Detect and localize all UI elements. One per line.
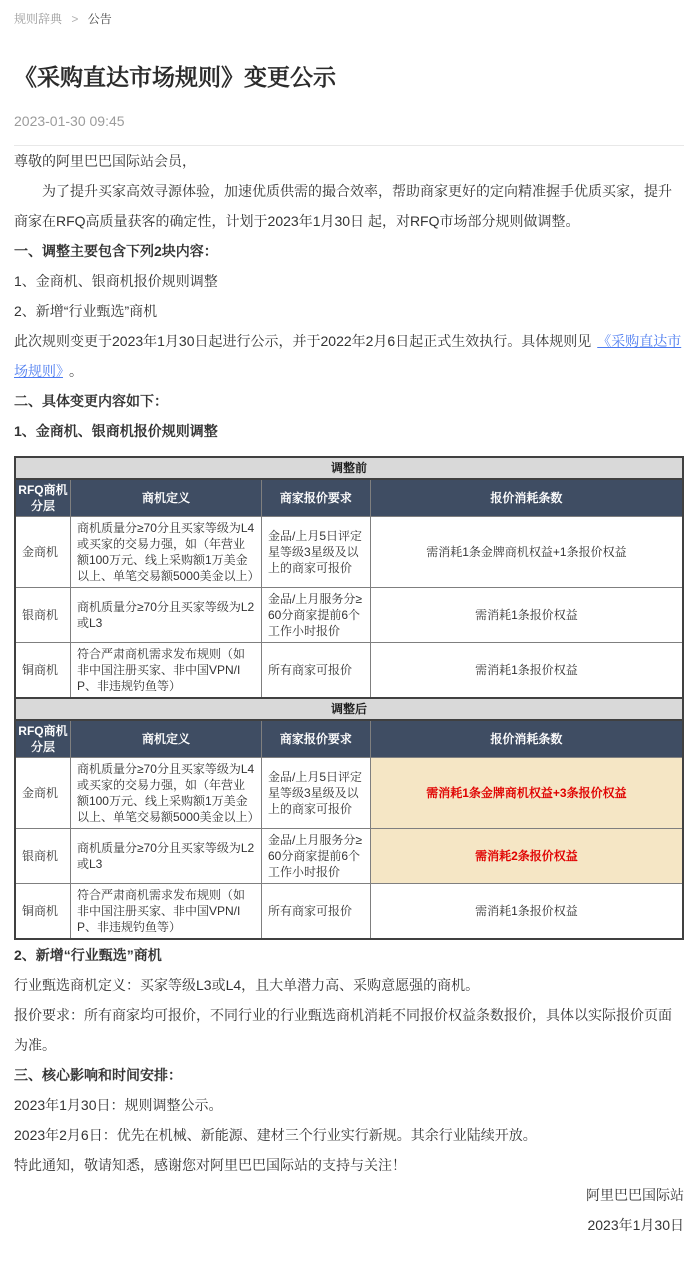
requirement-cell: 所有商家可报价 — [261, 643, 370, 699]
cost-cell: 需消耗1条报价权益 — [370, 884, 683, 940]
sub2-heading: 2、新增“行业甄选”商机 — [14, 947, 162, 963]
signature-date: 2023年1月30日 — [587, 1217, 684, 1233]
section-after-label: 调整后 — [15, 698, 683, 720]
greeting-paragraph: 尊敬的阿里巴巴国际站会员， — [14, 153, 196, 169]
table-row — [15, 829, 683, 884]
requirement-cell: 金品/上月服务分≥60分商家提前6个工作小时报价 — [261, 588, 370, 643]
col-header-cost: 报价消耗条数 — [370, 479, 683, 517]
section1-heading: 一、调整主要包含下列2块内容： — [14, 243, 218, 259]
col-header-tier: RFQ商机分层 — [15, 720, 70, 758]
notice-text-after: 。 — [69, 363, 83, 379]
col-header-definition: 商机定义 — [70, 720, 261, 758]
breadcrumb-announcement: 公告 — [87, 12, 112, 26]
table-row — [15, 884, 683, 940]
tier-cell: 银商机 — [15, 588, 70, 643]
breadcrumb-rules-dictionary[interactable]: 规则辞典 — [14, 12, 63, 26]
definition-cell: 符合严肃商机需求发布规则（如非中国注册买家、非中国VPN/IP、非违规钓鱼等） — [70, 884, 261, 940]
table-section-after — [15, 698, 683, 720]
table-row — [15, 643, 683, 699]
cost-cell: 需消耗1条金牌商机权益+1条报价权益 — [370, 517, 683, 588]
section1-item2: 2、新增“行业甄选”商机 — [14, 303, 158, 319]
col-header-cost: 报价消耗条数 — [370, 720, 683, 758]
market-rules-link[interactable]: 《采购直达市场规则》 — [14, 333, 682, 379]
page-title: 《采购直达市场规则》变更公示 — [14, 64, 336, 90]
definition-cell: 商机质量分≥70分且买家等级为L2或L3 — [70, 588, 261, 643]
timeline-item-2: 2023年2月6日：优先在机械、新能源、建材三个行业实行新规。其余行业陆续开放。 — [14, 1127, 537, 1143]
section-before-label: 调整前 — [15, 457, 683, 479]
section3-heading: 三、核心影响和时间安排： — [14, 1067, 182, 1083]
col-header-definition: 商机定义 — [70, 479, 261, 517]
timeline-item-1: 2023年1月30日：规则调整公示。 — [14, 1097, 223, 1113]
breadcrumb-separator: > — [71, 12, 79, 26]
table-section-before — [15, 457, 683, 479]
cost-cell-highlighted: 需消耗2条报价权益 — [370, 829, 683, 884]
intro-paragraph: 为了提升买家高效寻源体验，加速优质供需的撮合效率，帮助商家更好的定向精准握手优质买家，提升商家在RFQ高质量获客的确定性，计划于2023年1月30日 起，对RFQ市场部分规则做调整。 — [14, 183, 672, 229]
table-row — [15, 588, 683, 643]
closing-paragraph: 特此通知，敬请知悉，感谢您对阿里巴巴国际站的支持与关注！ — [14, 1157, 406, 1173]
tier-cell: 铜商机 — [15, 884, 70, 940]
section1-notice — [14, 326, 684, 386]
definition-cell: 商机质量分≥70分且买家等级为L4或买家的交易力强，如（年营业额100万元、线上采购额1万美金以上、单笔交易额5000美金以上） — [70, 517, 261, 588]
sub2-definition: 行业甄选商机定义：买家等级L3或L4，且大单潜力高、采购意愿强的商机。 — [14, 977, 480, 993]
sub2-requirement: 报价要求：所有商家均可报价，不同行业的行业甄选商机消耗不同报价权益条数报价，具体以实际报价页面为准。 — [14, 1007, 672, 1053]
col-header-requirement: 商家报价要求 — [261, 479, 370, 517]
notice-text-before: 此次规则变更于2023年1月30日起进行公示，并于2022年2月6日起正式生效执行。具体规则见 — [14, 333, 592, 349]
signature: 阿里巴巴国际站 — [586, 1187, 684, 1203]
col-header-tier: RFQ商机分层 — [15, 479, 70, 517]
definition-cell: 商机质量分≥70分且买家等级为L4或买家的交易力强，如（年营业额100万元、线上采购额1万美金以上、单笔交易额5000美金以上） — [70, 758, 261, 829]
requirement-cell: 金品/上月5日评定星等级3星级及以上的商家可报价 — [261, 517, 370, 588]
definition-cell: 符合严肃商机需求发布规则（如非中国注册买家、非中国VPN/IP、非违规钓鱼等） — [70, 643, 261, 699]
requirement-cell: 所有商家可报价 — [261, 884, 370, 940]
tier-cell: 金商机 — [15, 758, 70, 829]
table-header-row — [15, 720, 683, 758]
breadcrumb — [14, 0, 684, 27]
table-row — [15, 517, 683, 588]
cost-cell: 需消耗1条报价权益 — [370, 588, 683, 643]
tier-cell: 银商机 — [15, 829, 70, 884]
section2-heading: 二、具体变更内容如下： — [14, 393, 168, 409]
tier-cell: 金商机 — [15, 517, 70, 588]
table-row — [15, 758, 683, 829]
table-header-row — [15, 479, 683, 517]
publish-date: 2023-01-30 09:45 — [14, 113, 125, 129]
section1-item1: 1、金商机、银商机报价规则调整 — [14, 273, 218, 289]
tier-cell: 铜商机 — [15, 643, 70, 699]
table-subheading: 1、金商机、银商机报价规则调整 — [14, 423, 218, 439]
article-body — [14, 146, 684, 1240]
requirement-cell: 金品/上月5日评定星等级3星级及以上的商家可报价 — [261, 758, 370, 829]
cost-cell: 需消耗1条报价权益 — [370, 643, 683, 699]
cost-cell-highlighted: 需消耗1条金牌商机权益+3条报价权益 — [370, 758, 683, 829]
rule-adjustment-table — [14, 456, 684, 940]
definition-cell: 商机质量分≥70分且买家等级为L2或L3 — [70, 829, 261, 884]
requirement-cell: 金品/上月服务分≥60分商家提前6个工作小时报价 — [261, 829, 370, 884]
col-header-requirement: 商家报价要求 — [261, 720, 370, 758]
